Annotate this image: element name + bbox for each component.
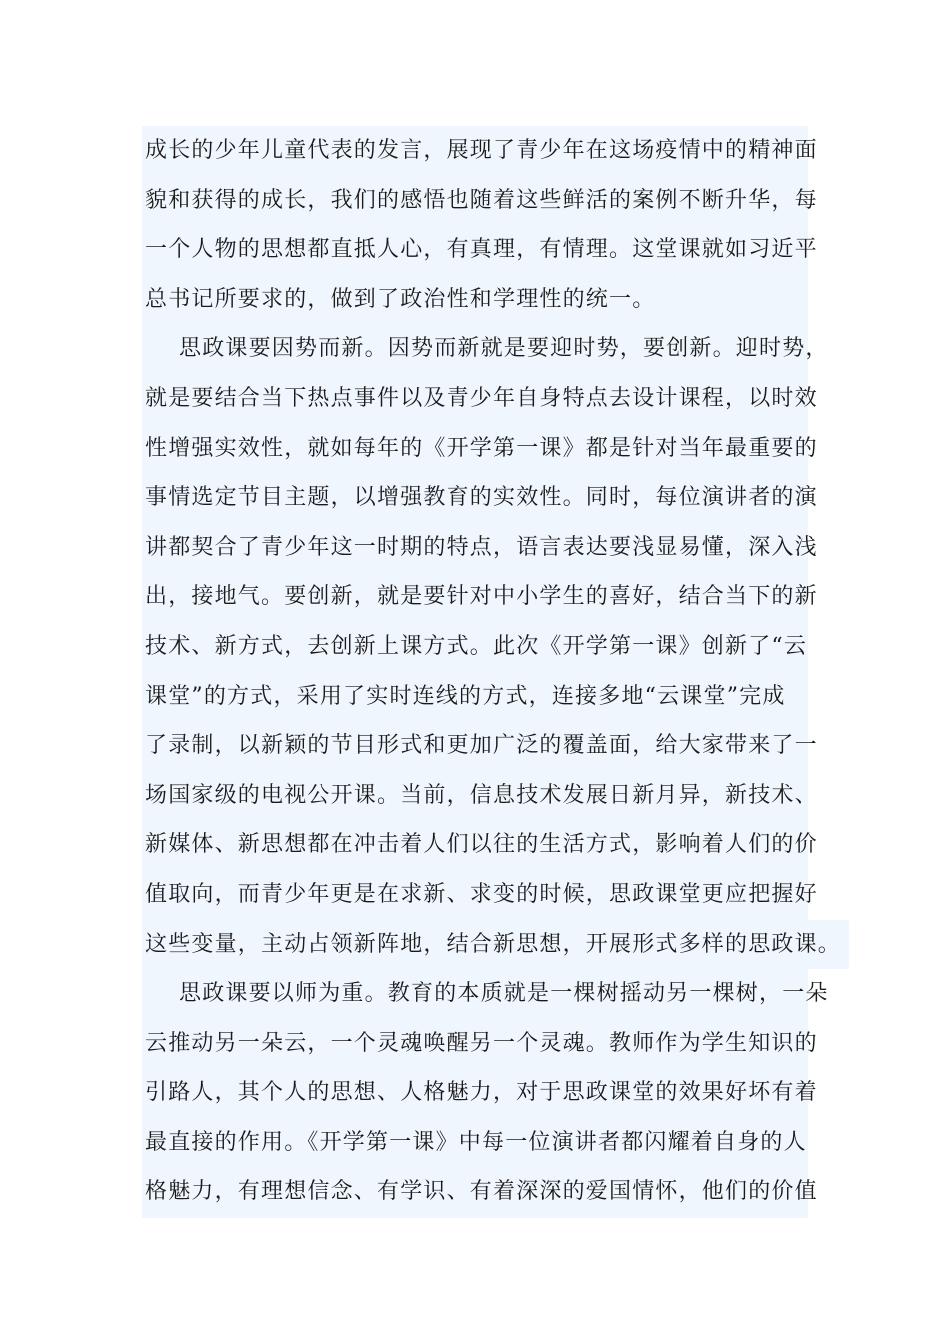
text-line: 讲都契合了青少年这一时期的特点，语言表达要浅显易懂，深入浅 — [145, 534, 818, 560]
text-line: 最直接的作用。《开学第一课》中每一位演讲者都闪耀着自身的人 — [145, 1129, 807, 1155]
text-line: 成长的少年儿童代表的发言，展现了青少年在这场疫情中的精神面 — [145, 138, 818, 163]
text-line: 课堂”的方式，采用了实时连线的方式，连接多地“云课堂”完成 — [145, 683, 786, 709]
text-line: 格魅力，有理想信念、有学识、有着深深的爱国情怀，他们的价值 — [145, 1179, 818, 1205]
text-line: 引路人，其个人的思想、人格魅力，对于思政课堂的效果好坏有着 — [145, 1080, 818, 1106]
paragraph-2 — [142, 324, 842, 969]
text-line: 貌和获得的成长，我们的感悟也随着这些鲜活的案例不断升华，每 — [145, 187, 818, 213]
text-line: 这些变量，主动占领新阵地，结合新思想，开展形式多样的思政课。 — [142, 920, 849, 970]
paragraph-1 — [142, 126, 818, 324]
text-line: 出，接地气。要创新，就是要针对中小学生的喜好，结合当下的新 — [145, 584, 818, 610]
text-line: 场国家级的电视公开课。当前，信息技术发展日新月异，新技术、 — [145, 782, 818, 808]
text-line: 性增强实效性，就如每年的《开学第一课》都是针对当年最重要的 — [145, 435, 818, 461]
text-line: 值取向，而青少年更是在求新、求变的时候，思政课堂更应把握好 — [145, 881, 818, 907]
text-line: 就是要结合当下热点事件以及青少年自身特点去设计课程，以时效 — [145, 385, 818, 411]
text-line: 了录制，以新颖的节目形式和更加广泛的覆盖面，给大家带来了一 — [145, 733, 818, 759]
text-line: 一个人物的思想都直抵人心，有真理，有情理。这堂课就如习近平 — [145, 237, 818, 263]
paragraph-3 — [142, 969, 829, 1217]
text-line: 思政课要因势而新。因势而新就是要迎时势，要创新。迎时势， — [179, 336, 829, 362]
text-line: 思政课要以师为重。教育的本质就是一棵树摇动另一棵树，一朵 — [179, 981, 829, 1007]
text-line: 云推动另一朵云，一个灵魂唤醒另一个灵魂。教师作为学生知识的 — [145, 1030, 818, 1056]
text-line: 事情选定节目主题，以增强教育的实效性。同时，每位演讲者的演 — [145, 485, 818, 511]
text-line: 新媒体、新思想都在冲击着人们以往的生活方式，影响着人们的价 — [145, 832, 818, 858]
highlighted-text-block — [142, 126, 842, 1218]
text-line: 技术、新方式，去创新上课方式。此次《开学第一课》创新了“云 — [145, 633, 808, 659]
text-line: 总书记所要求的，做到了政治性和学理性的统一。 — [145, 286, 656, 312]
